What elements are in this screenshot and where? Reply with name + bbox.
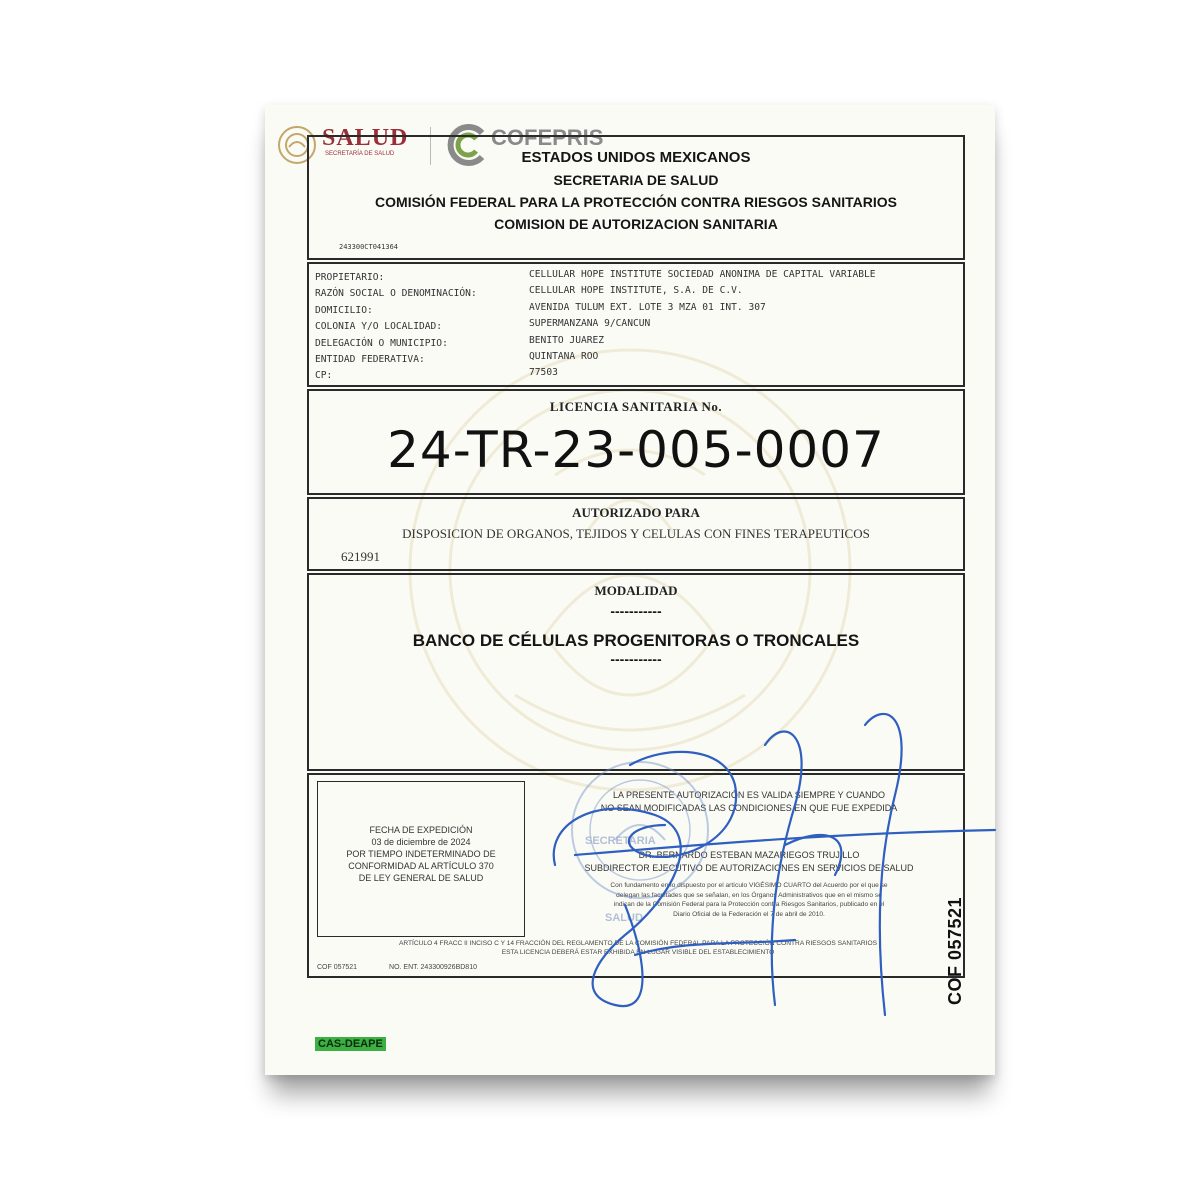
owner-value: QUINTANA ROO bbox=[529, 350, 599, 362]
vertical-folio: COF 057521 bbox=[945, 896, 965, 1005]
owner-label: PROPIETARIO: bbox=[315, 272, 385, 283]
cof-reference: COF 057521 bbox=[317, 964, 360, 971]
validity-line: LA PRESENTE AUTORIZACIÓN ES VALIDA SIEMPRE Y CUANDO bbox=[613, 790, 885, 800]
issue-date-value: 03 de diciembre de 2024 bbox=[371, 837, 471, 847]
owner-value: 77503 bbox=[529, 367, 558, 379]
stamp-text-bottom: SALUD bbox=[605, 912, 643, 924]
reference-line bbox=[317, 964, 477, 971]
issue-term-line: CONFORMIDAD AL ARTÍCULO 370 bbox=[348, 861, 494, 871]
owner-label: DELEGACIÓN O MUNICIPIO: bbox=[315, 337, 448, 349]
signer-title: SUBDIRECTOR EJECUTIVO DE AUTORIZACIONES EN SERVICIOS DE SALUD bbox=[584, 863, 914, 873]
owner-value: CELLULAR HOPE INSTITUTE SOCIEDAD ANONIMA DE CAPITAL VARIABLE bbox=[529, 269, 876, 280]
owner-label: CP: bbox=[315, 370, 333, 382]
authorized-box bbox=[307, 497, 965, 571]
issue-date-label: FECHA DE EXPEDICIÓN bbox=[369, 825, 473, 835]
handwritten-signature bbox=[535, 705, 1005, 1035]
modality-dashes-bottom: ----------- bbox=[610, 651, 662, 667]
authorization-commission-title: COMISION DE AUTORIZACION SANITARIA bbox=[494, 216, 778, 232]
activity-code: 621991 bbox=[341, 549, 380, 564]
authorized-activity: DISPOSICION DE ORGANOS, TEJIDOS Y CELULAS CON FINES TERAPEUTICOS bbox=[402, 526, 870, 541]
owner-labels bbox=[315, 270, 477, 385]
authorized-label: AUTORIZADO PARA bbox=[572, 505, 700, 520]
ministry-title: SECRETARIA DE SALUD bbox=[553, 172, 719, 188]
validity-line: NO SEAN MODIFICADAS LAS CONDICIONES EN QUE FUE EXPEDIDA bbox=[600, 803, 898, 813]
modality-label: MODALIDAD bbox=[594, 583, 678, 598]
stamp-text-top: SECRETARIA bbox=[585, 835, 656, 847]
owner-label: RAZÓN SOCIAL O DENOMINACIÓN: bbox=[315, 288, 477, 300]
salud-logo-text: SALUD bbox=[322, 125, 409, 151]
license-document bbox=[265, 105, 995, 1075]
regulation-line: ESTA LICENCIA DEBERÁ ESTAR EXHIBIDA EN LUGAR VISIBLE DEL ESTABLECIMIENTO bbox=[501, 949, 775, 956]
regulation-line: ARTÍCULO 4 FRACC II INCISO C Y 14 FRACCIÓN DEL REGLAMENTO DE LA COMISIÓN FEDERAL PARA LA PROTECCIÓN CONTRA RIESGOS SANITARIOS bbox=[398, 940, 878, 947]
issue-term-line: DE LEY GENERAL DE SALUD bbox=[358, 873, 484, 883]
modality-text: BANCO DE CÉLULAS PROGENITORAS O TRONCALES bbox=[412, 631, 860, 650]
document-code: 243300CT041364 bbox=[339, 243, 399, 251]
owner-value: AVENIDA TULUM EXT. LOTE 3 MZA 01 INT. 307 bbox=[529, 301, 766, 313]
license-number: 24-TR-23-005-0007 bbox=[387, 421, 885, 479]
license-label: LICENCIA SANITARIA No. bbox=[549, 399, 723, 414]
cofepris-logo-text: COFEPRIS bbox=[491, 125, 604, 150]
legal-note-line: Diario Oficial de la Federación el 7 de abril de 2010. bbox=[673, 910, 825, 918]
legal-note-line: indican de la Comisión Federal para la Protección contra Riesgos Sanitarios, publicado en el bbox=[613, 901, 885, 908]
issue-date-box bbox=[317, 781, 525, 937]
issue-date-text bbox=[318, 824, 524, 884]
legal-note-line: delegan las facultades que se señalan, en los Órganos Administrativos que en el mismo se bbox=[616, 891, 882, 899]
legal-note-line: Con fundamento en lo dispuesto por el artículo VIGÉSIMO CUARTO del Acuerdo por el que se bbox=[610, 882, 888, 889]
owner-info-box bbox=[307, 262, 965, 387]
owner-label: COLONIA Y/O LOCALIDAD: bbox=[315, 321, 443, 333]
issue-term-line: POR TIEMPO INDETERMINADO DE bbox=[346, 849, 496, 859]
commission-title: COMISIÓN FEDERAL PARA LA PROTECCIÓN CONTRA RIESGOS SANITARIOS bbox=[375, 194, 897, 210]
department-tag: CAS-DEAPE bbox=[315, 1037, 386, 1051]
modality-dashes-top: ----------- bbox=[610, 603, 662, 619]
license-number-box bbox=[307, 389, 965, 495]
owner-label: DOMICILIO: bbox=[315, 304, 373, 316]
owner-value: SUPERMANZANA 9/CANCUN bbox=[529, 318, 651, 330]
owner-label: ENTIDAD FEDERATIVA: bbox=[315, 353, 425, 365]
country-title: ESTADOS UNIDOS MEXICANOS bbox=[521, 149, 751, 166]
salud-logo-subtext: SECRETARÍA DE SALUD bbox=[325, 151, 395, 157]
entry-number: NO. ENT. 243300926BD810 bbox=[389, 964, 477, 971]
owner-value: CELLULAR HOPE INSTITUTE, S.A. DE C.V. bbox=[529, 285, 743, 297]
owner-value: BENITO JUAREZ bbox=[529, 334, 605, 346]
signer-name: DR. BERNARDO ESTEBAN MAZARIEGOS TRUJILLO bbox=[638, 850, 860, 860]
header-box bbox=[307, 135, 965, 260]
owner-values bbox=[529, 267, 876, 382]
